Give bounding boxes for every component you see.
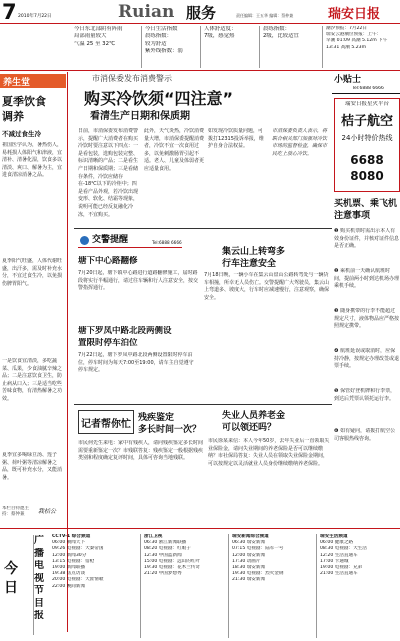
left-signoff: 栽桔公 <box>38 508 57 515</box>
tv-listing: 12:00 瑞安新闻 <box>232 552 266 558</box>
police-icon <box>80 236 89 245</box>
weather-line: 紫外线指数：弱 <box>145 47 183 54</box>
left-subtitle: 不减过食生冷 <box>2 130 41 138</box>
tv-channel-name: 瑞安新闻综合频道 <box>232 534 269 539</box>
tv-listing: 18:30 瑞安新闻 <box>232 564 266 570</box>
tip-item: ❻ 如有疑问，请拨打航空公司客服热线咨询。 <box>334 428 396 442</box>
tv-listing: 07:15 电视剧：陆军一号 <box>232 546 284 552</box>
feature-headline: 购买冷饮须“四注意” <box>84 89 234 108</box>
left-headline: 夏季饮食 <box>2 95 46 108</box>
tv-listing: 12:00 新闻30分 <box>52 552 87 558</box>
tv-title-char: 广 <box>34 535 44 546</box>
weather-line: 局部雨量较大 <box>74 33 107 40</box>
tv-column-4 <box>316 534 400 638</box>
feature-col-2: 此外，天气炎热，冷饮消费量大增，市消保委提醒消费者，冷饮不宜一次食用过多，以免刺激肠胃引起不适。老人、儿童及体弱者更应适量食用。 <box>144 128 204 172</box>
tip-item: ❺ 保管好登机牌和行李票，到达后凭票认领托运行李。 <box>334 388 396 402</box>
tips-article-title: 买机票、乘飞机 <box>334 199 398 209</box>
left-body-para: 夏季宜多喝绿豆汤、莲子粥、荷叶粥等清凉解暑之品，既可补充水分，又能消暑。 <box>2 452 63 481</box>
tips-article-title-2: 注意事项 <box>334 211 371 221</box>
tv-listing: 08:30 电视剧：大生活 <box>320 546 367 552</box>
traffic-item-head: 塘下罗凤中路北段两侧设 <box>78 326 172 336</box>
traffic-item-head: 塘下中心路翻修 <box>78 256 138 266</box>
weather-line: 晨练指数： <box>145 33 172 40</box>
tv-title-char: 视 <box>34 572 44 584</box>
tv-title-char: 目 <box>34 597 44 609</box>
weather-line: 潮汐预报：7月22日 <box>326 26 367 31</box>
tv-listing: 08:20 电视剧：红娘子 <box>144 546 191 552</box>
ad-kicker: 瑞安日报星火平台 <box>344 101 389 107</box>
weather-box-1 <box>74 26 142 68</box>
story-head-2: 行车注意安全 <box>222 259 277 269</box>
tv-divider <box>0 528 400 529</box>
left-body-para: 一是饮食宜清淡，多吃蔬菜、瓜果，少食油腻辛辣之品；二是注意饮食卫生，防止病从口入；三是适当吃些苦味食物，有清热解暑之功效。 <box>2 358 63 402</box>
weather-line: 气温 25 至 32℃ <box>74 40 116 47</box>
feature-col-3: 如发现冷饮质量问题，可拨打12315投诉举报，维护自身合法权益。 <box>208 128 264 150</box>
traffic-item-body: 7月22日起，塘下罗凤中路北段两侧设置限时停车泊位，停车时间为每天7:00至19:00，请车主自觉遵守停车规定。 <box>78 352 194 374</box>
tv-listing: 19:00 新闻联播 <box>52 564 86 570</box>
divider <box>74 404 332 405</box>
weather-box-5 <box>326 26 400 68</box>
story-head-2: 可以领还吗？ <box>222 423 277 433</box>
tv-listing: 19:30 电视剧：花木兰传奇 <box>144 564 201 570</box>
left-footer-credit: 本栏目特邀主持：蔡仲兼 <box>2 506 29 518</box>
story-head: 失业人员养老金 <box>222 411 286 421</box>
tv-listing: 22:00 晚间新闻 <box>52 583 86 589</box>
ruian-wordmark: Ruian <box>118 2 175 22</box>
tv-listing: 09:26 电视剧：大秦帝国 <box>52 546 104 552</box>
tv-column-3 <box>228 534 314 638</box>
weather-line: 13:31 高潮 5.23m <box>326 44 367 50</box>
left-body-para: 夏季阳气旺盛，人体代谢旺盛，出汗多，需及时补充水分，不宜过食生冷，以免损伤脾胃阳气。 <box>2 258 63 287</box>
tv-today-tag: 今日 <box>4 561 18 596</box>
reporter-label: 记者帮你忙 <box>81 419 131 430</box>
traffic-tel: Tel:6888 6666 <box>152 240 182 245</box>
ad-subtitle: 24小时特价热线 <box>341 134 393 142</box>
ad-title: 桔子航空 <box>340 114 393 129</box>
weather-box-4 <box>263 26 323 68</box>
left-body-para: 祖国医学认为，暑热伤人，易耗损人体阳气和津液，宜清补、清暑化湿，饮食多以清淡、爽口、解暑为主，宜进食清凉消暑之品。 <box>2 142 63 179</box>
tv-channel-name: CCTV-1 综合频道 <box>52 534 91 539</box>
weather-line: 7级，感觉热 <box>204 33 235 40</box>
weather-box-2 <box>145 26 201 68</box>
tv-listing: 19:38 焦点访谈 <box>52 571 86 577</box>
tv-title-char: 节 <box>34 585 44 596</box>
tv-listing: 19:00 电视剧：兄弟 <box>320 564 363 570</box>
tv-listing: 19:30 电视剧：烈火金钢 <box>232 571 284 577</box>
reporter-head-2: 多长时间一次？ <box>138 425 202 435</box>
weather-line: 人体舒适度： <box>204 26 237 32</box>
divider <box>74 228 332 229</box>
traffic-item-body: 7月20日起，塘下镇中心路进行道路翻修施工，届时路段将实行半幅通行，请过往车辆和行人注意安全，按交警指挥通行。 <box>78 270 198 292</box>
reporter-body: 市民何先生来电：家中有残疾人，请问残疾鉴定多长时间需要重新鉴定一次？市残联答复：残疾鉴定一般根据残疾类别和程度确定复评时间，具体可咨询当地残联。 <box>78 440 204 462</box>
tv-column-1 <box>52 534 138 638</box>
tv-channel-name: 浙江卫视 <box>144 534 163 539</box>
story-head: 集云山上转弯多 <box>222 247 286 257</box>
story-body: 市民徐某来信：本人今年50岁，去年失业后一直领取失业保险金，请问失业期间的养老保险是否可以继续缴纳？市社保局答复：失业人员在领取失业保险金期间，可以按规定以灵活就业人员身份继续缴纳养老保险。 <box>208 438 330 467</box>
feature-kicker: 市消保委发布消费警示 <box>92 74 172 83</box>
tv-listing: 06:30 浙江新闻联播 <box>144 540 187 546</box>
ad-phone: 6688 8080 <box>350 153 384 184</box>
feature-col-1: 日前，市消保委发布消费警示，提醒广大消费者在购买冷饮时要注意以下四点：一是看包装，选购包装完整、标识清晰的产品；二是看生产日期和保质期；三是看储存条件，冷饮应储存在-18℃以下的冷柜中；四是看产品外观，若冷饮出现变形、软化、结霜等现象，说明可能已经反复融化冷冻，不宜购买。 <box>78 128 139 218</box>
editors-line: 责任编辑：王五华 编辑：蔡仲兼 <box>236 13 294 18</box>
tips-tel: Tel:6888 6666 <box>352 86 384 91</box>
weather-line: 瑞安云港潮位预报：上午： <box>326 32 382 38</box>
weather-line: 今日生活指数 <box>145 26 178 32</box>
weather-line: 2级，比较适宜 <box>263 33 299 40</box>
tv-listing: 17:00 卡通城 <box>320 558 349 564</box>
weather-box-3 <box>204 26 260 68</box>
tv-title-char: 报 <box>34 610 44 621</box>
reporter-head: 残疾鉴定 <box>138 413 175 423</box>
tv-listing: 12:20 生活直通车 <box>320 552 358 558</box>
tip-item: ❹ 航班延误或取消时，应保持冷静，按规定办理改签或退票手续。 <box>334 348 400 370</box>
tv-title-char: 播 <box>34 547 44 559</box>
tv-listing: 21:00 生活直通车 <box>320 571 358 577</box>
feature-subhead: 看清生产日期和保质期 <box>90 111 190 122</box>
tv-listing: 20:00 电视剧：天涯情歌 <box>52 577 104 583</box>
tv-listing: 21:30 瑞安新闻 <box>232 577 266 583</box>
tv-listing: 06:30 瑞安新闻 <box>232 540 266 546</box>
tv-listing: 06:00 健康之路 <box>320 540 354 546</box>
section-title: 服务 <box>186 4 217 22</box>
traffic-item-head-2: 置限时停车泊位 <box>78 338 138 348</box>
tv-listing: 15:00 电视剧：远山的红叶 <box>144 558 201 564</box>
weather-line: 今日东北部阴有阵雨 <box>74 26 123 32</box>
feature-col-4: 市消保委负责人表示，将联合相关部门加强对冷饮市场的监督检查，确保市民吃上放心冷饮。 <box>272 128 328 157</box>
tv-title-char: 电 <box>34 560 44 571</box>
traffic-title: 交警提醒 <box>92 235 129 245</box>
tip-item: ❶ 购买机票时需出示本人有效身份证件，并核对证件信息是否正确。 <box>334 228 400 250</box>
weather-line: 早潮 01:09 高潮 5.12m 下午 <box>326 38 388 44</box>
left-headline-2: 调养 <box>2 110 24 123</box>
tv-listing: 12:30 中国蓝新闻 <box>144 552 182 558</box>
tips-title: 小贴士 <box>334 75 362 85</box>
page-date: 2010年7月22日 <box>18 14 52 19</box>
tv-listing: 21:20 中国梦想秀 <box>144 571 182 577</box>
tv-listing: 13:15 电视剧：借枪 <box>52 558 95 564</box>
top-divider <box>0 70 400 71</box>
tv-vertical-title <box>34 535 48 637</box>
tv-channel-name: 瑞安生活频道 <box>320 534 348 539</box>
tip-item: ❸ 随身携带的行李不能超过规定尺寸，液体物品应严格按照规定携带。 <box>334 308 400 330</box>
tv-listing: 17:30 动画片 <box>232 558 261 564</box>
masthead-logo: 瑞安日报 <box>328 7 381 22</box>
health-column-banner: 养生堂 <box>0 74 66 88</box>
tv-column-2 <box>140 534 226 638</box>
weather-line: 晨练指数： <box>263 26 290 32</box>
tip-item: ❷ 乘机前一天确认航班时间，提前两小时到达机场办理乘机手续。 <box>334 268 400 290</box>
weather-line: 较为舒适 <box>145 40 167 47</box>
page-number: 7 <box>2 0 17 24</box>
story-body: 7月18日晚，一辆小车在集云山盘山公路转弯处与一辆货车相撞，所幸无人员伤亡。交警提醒广大驾驶员，集云山上弯道多、坡度大，行车时应减速慢行，注意观察，确保安全。 <box>204 272 330 301</box>
tv-listing: 06:00 朝闻天下 <box>52 540 86 546</box>
